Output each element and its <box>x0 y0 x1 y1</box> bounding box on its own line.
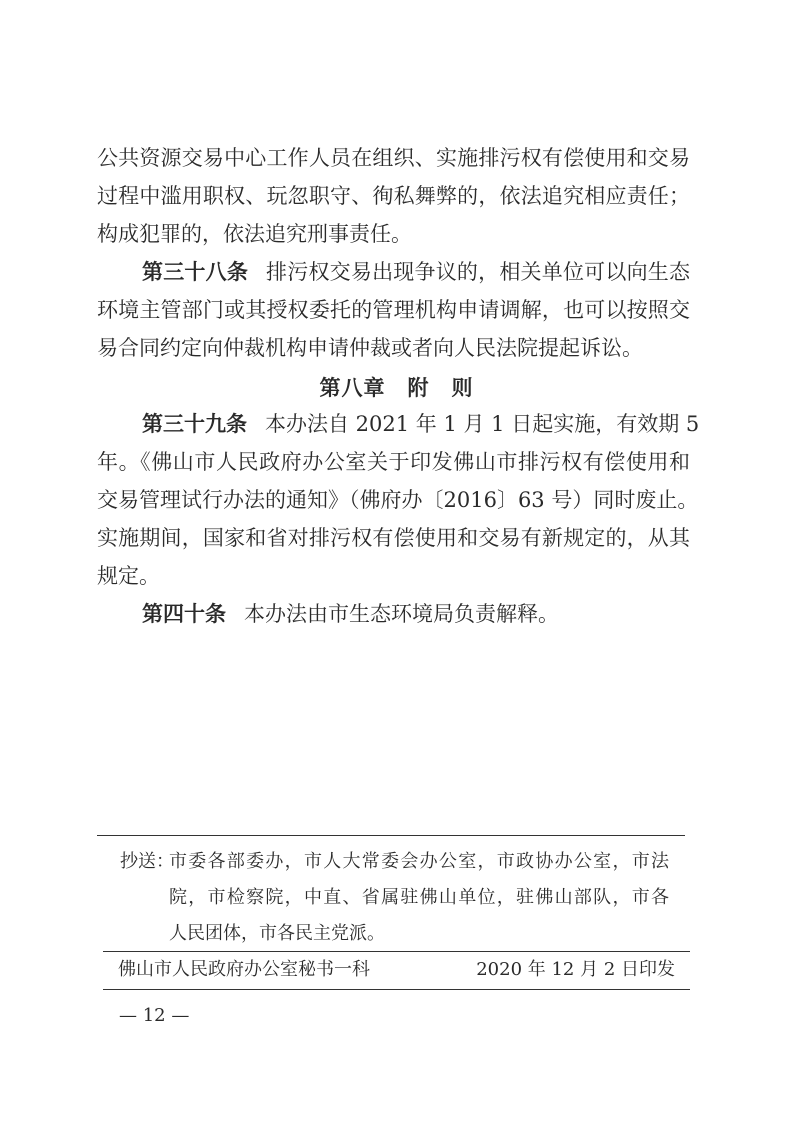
text-line: 本办法由市生态环境局负责解释。 <box>244 602 559 626</box>
cc-line: 市委各部委办，市人大常委会办公室，市政协办公室，市法 <box>169 851 669 872</box>
text-line: 构成犯罪的，依法追究刑事责任。 <box>97 222 412 246</box>
text-line: 本办法自 2021 年 1 月 1 日起实施，有效期 5 <box>265 412 700 436</box>
divider <box>97 835 685 836</box>
text-line: 规定。 <box>97 564 160 588</box>
divider <box>103 951 690 952</box>
text-line: 排污权交易出现争议的，相关单位可以向生态 <box>266 260 691 284</box>
text-line: 公共资源交易中心工作人员在组织、实施排污权有偿使用和交易 <box>97 146 690 170</box>
article-label: 第三十九条 <box>142 412 247 436</box>
page-number: — 12 — <box>119 1005 190 1026</box>
article-label: 第四十条 <box>142 602 226 626</box>
divider <box>103 989 690 990</box>
cc-line: 人民团体，市各民主党派。 <box>169 923 385 944</box>
article-label: 第三十八条 <box>142 260 249 284</box>
text-line: 环境主管部门或其授权委托的管理机构申请调解，也可以按照交 <box>97 298 690 322</box>
text-line: 交易管理试行办法的通知》（佛府办〔2016〕63 号）同时废止。 <box>97 488 699 512</box>
text-line: 实施期间，国家和省对排污权有偿使用和交易有新规定的，从其 <box>97 526 690 550</box>
issue-date: 2020 年 12 月 2 日印发 <box>476 959 675 980</box>
chapter-heading: 第八章 附 则 <box>319 376 474 400</box>
issuer: 佛山市人民政府办公室秘书一科 <box>118 959 370 980</box>
text-line: 过程中滥用职权、玩忽职守、徇私舞弊的，依法追究相应责任； <box>97 184 690 208</box>
cc-label: 抄送： <box>120 851 174 872</box>
cc-line: 院，市检察院，中直、省属驻佛山单位，驻佛山部队，市各 <box>169 887 669 908</box>
text-line: 易合同约定向仲裁机构申请仲裁或者向人民法院提起诉讼。 <box>97 336 643 360</box>
text-line: 年。《佛山市人民政府办公室关于印发佛山市排污权有偿使用和 <box>97 450 690 474</box>
